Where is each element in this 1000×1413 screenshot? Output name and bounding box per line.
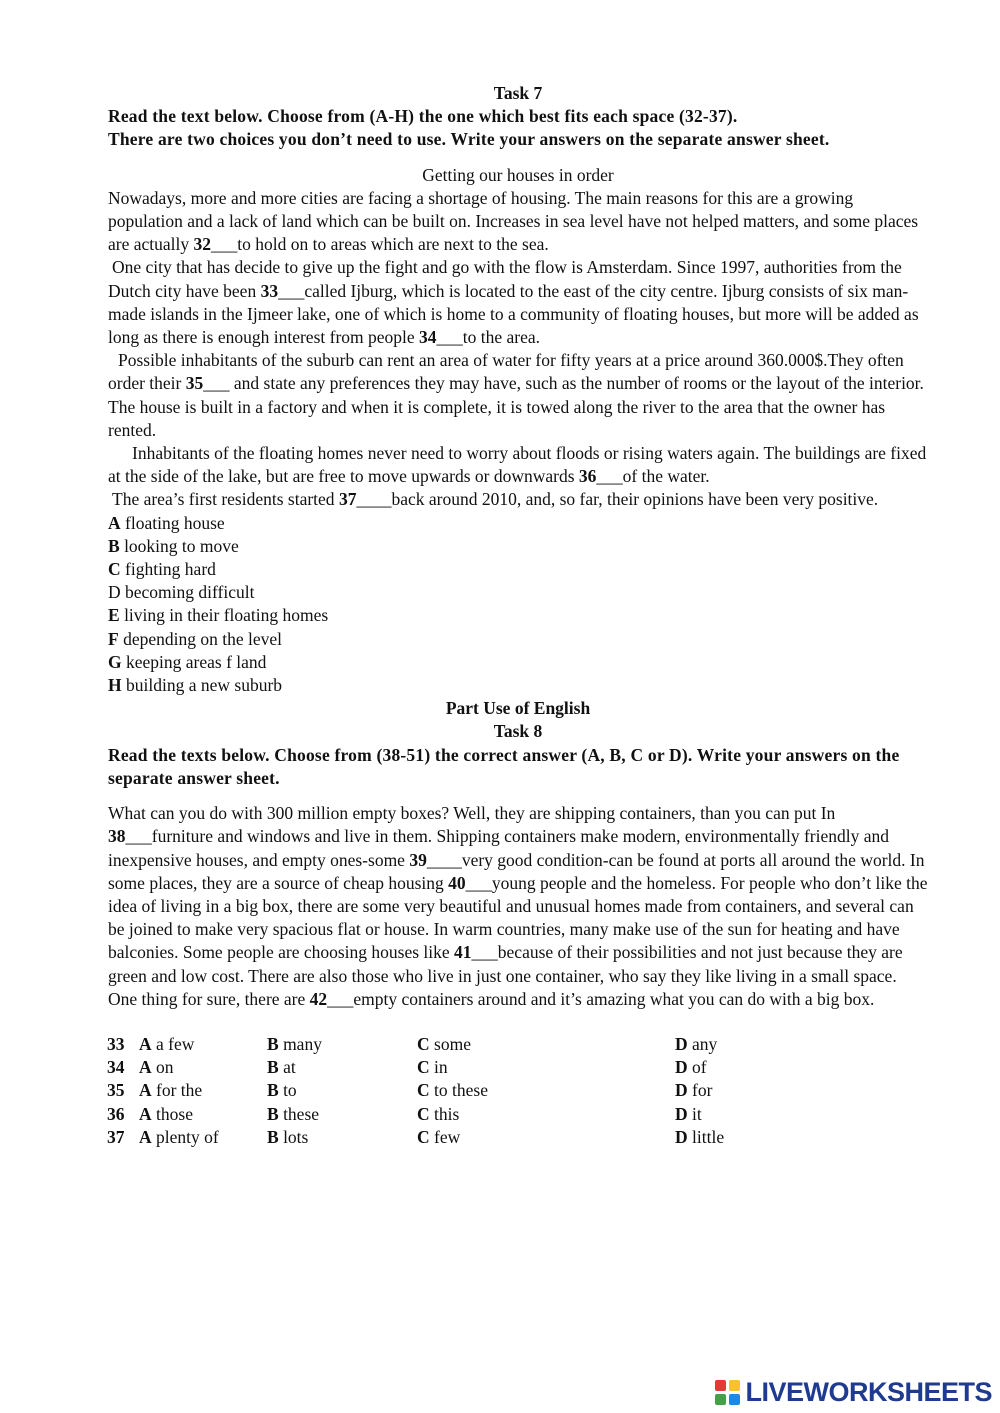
choice-d[interactable] (675, 1079, 795, 1102)
paragraph-3-text: Possible inhabitants of the suburb can rent an area of water for fifty years at a price around 360.000$.They often order their (108, 350, 904, 394)
choice-letter: A (139, 1080, 152, 1101)
paragraph-2-text-mid: ___called Ijburg, which is located to the east of the city centre. Ijburg consists of six man-made islands in the Ijmeer lake, one of which is home to a community of floating houses, but more will be added as long as there is enough interest from people (108, 280, 919, 348)
choice-letter: C (417, 1080, 430, 1101)
option-d[interactable] (108, 581, 928, 604)
choice-text: on (156, 1057, 174, 1078)
choice-letter: D (675, 1057, 688, 1078)
gap-35-number[interactable]: 35 (185, 373, 204, 394)
task7-instruction-1: Read the text below. Choose from (A-H) the one which best fits each space (32-37). (108, 106, 738, 127)
task8-text-part: ___empty containers around and it’s amazing what you can do with a big box. (327, 988, 875, 1009)
footer-brand (715, 1377, 992, 1409)
choice-d[interactable] (675, 1033, 795, 1056)
paragraph-1-text: Nowadays, more and more cities are facing a shortage of housing. The main reasons for this are a growing population and a lack of land which can be built on. Increases in sea level have not helped matters, and some places are actually (108, 187, 919, 255)
question-row (107, 1033, 795, 1056)
paragraph-3-text-end: ___ and state any preferences they may have, such as the number of rooms or the layout of the interior. The house is built in a factory and when it is complete, it is towed along the river to the area that the owner has rented. (108, 373, 924, 440)
choice-b[interactable] (267, 1056, 417, 1079)
task7-title: Task 7 (493, 83, 543, 103)
choice-text: few (434, 1126, 461, 1147)
gap-39-number[interactable]: 39 (409, 849, 427, 870)
choice-text: for (692, 1080, 713, 1101)
task7-instruction-2: There are two choices you don’t need to use. Write your answers on the separate answer sheet. (108, 129, 830, 150)
choice-c[interactable] (417, 1056, 675, 1079)
choice-letter: A (139, 1126, 152, 1147)
gap-34-number[interactable]: 34 (419, 327, 437, 348)
choice-c[interactable] (417, 1079, 675, 1102)
question-number: 33 (107, 1033, 125, 1054)
worksheet-page (108, 82, 928, 1149)
choice-letter: A (139, 1033, 152, 1054)
choice-text: for the (156, 1080, 203, 1101)
option-e[interactable] (108, 604, 928, 627)
liveworksheets-logo-icon (715, 1380, 741, 1406)
task8-text-part: ___furniture and windows and live in them. Shipping containers make modern, environmentally friendly and inexpensive houses, and empty ones-some (108, 826, 890, 870)
choice-b[interactable] (267, 1033, 417, 1056)
choice-d[interactable] (675, 1056, 795, 1079)
paragraph-2-text: One city that has decide to give up the fight and go with the flow is Amsterdam. Since 1997, authorities from the Dutch city have been (108, 257, 902, 301)
option-letter: B (108, 535, 120, 556)
option-letter: F (108, 628, 119, 649)
gap-41-number[interactable]: 41 (454, 942, 472, 963)
option-h[interactable] (108, 674, 928, 697)
brand-name: LIVEWORKSHEETS (745, 1377, 992, 1408)
choice-letter: C (417, 1057, 430, 1078)
gap-37-number[interactable]: 37 (338, 489, 357, 510)
gap-42-number[interactable]: 42 (309, 988, 328, 1009)
option-g[interactable] (108, 651, 928, 674)
question-number: 34 (107, 1057, 125, 1078)
choice-letter: C (417, 1103, 430, 1124)
choice-text: to these (434, 1080, 488, 1101)
choice-b[interactable] (267, 1079, 417, 1102)
choice-letter: C (417, 1033, 430, 1054)
paragraph-5-text-end: ____back around 2010, and, so far, their opinions have been very positive. (356, 489, 879, 510)
gap-36-number[interactable]: 36 (578, 466, 597, 487)
choice-letter: C (417, 1126, 430, 1147)
task8-instruction: Read the texts below. Choose from (38-51) the correct answer (A, B, C or D). Write your answers on the separate answer sheet. (108, 744, 900, 788)
choice-text: this (434, 1103, 460, 1124)
option-text: looking to move (119, 535, 239, 556)
spacer (108, 790, 928, 802)
paragraph-5 (108, 488, 928, 511)
paragraph-4-text: Inhabitants of the floating homes never need to worry about floods or rising waters again. The buildings are fixed at the side of the lake, but are free to move upwards or downwards (108, 443, 927, 487)
paragraph-3 (108, 349, 928, 442)
choice-text: these (283, 1103, 320, 1124)
choice-letter: D (675, 1033, 688, 1054)
question-row (107, 1126, 795, 1149)
choice-text: a few (156, 1033, 195, 1054)
option-letter: E (108, 605, 120, 626)
question-number: 37 (107, 1126, 125, 1147)
option-c[interactable] (108, 558, 928, 581)
choice-letter: B (267, 1103, 279, 1124)
task8-text-part: ___because of their possibilities and not just because they are green and low cost. There are also those who live in just one container, who say they like living in a small space. One thing for sure, there are (108, 942, 903, 1009)
choice-text: plenty of (156, 1126, 219, 1147)
option-text: building a new suburb (121, 675, 283, 696)
choice-a[interactable] (139, 1126, 267, 1149)
spacer (108, 152, 928, 164)
choice-letter: A (139, 1057, 152, 1078)
choice-a[interactable] (139, 1079, 267, 1102)
choice-text: those (156, 1103, 193, 1124)
option-letter: C (108, 559, 121, 580)
choice-letter: A (139, 1103, 152, 1124)
option-text: D becoming difficult (108, 582, 255, 603)
choice-d[interactable] (675, 1126, 795, 1149)
choice-letter: B (267, 1126, 279, 1147)
choice-a[interactable] (139, 1056, 267, 1079)
part-title: Part Use of English (445, 698, 591, 719)
gap-33-number[interactable]: 33 (260, 280, 279, 301)
choice-text: some (434, 1033, 471, 1054)
choice-letter: B (267, 1057, 279, 1078)
choice-c[interactable] (417, 1033, 675, 1056)
paragraph-4-text-end: ___of the water. (596, 466, 710, 487)
choice-text: of (692, 1057, 707, 1078)
choice-letter: D (675, 1103, 688, 1124)
gap-40-number[interactable]: 40 (448, 872, 466, 893)
task8-text-part: ____very good condition-can be found at ports all around the world. In some places, they are a source of cheap housing (108, 849, 925, 893)
choice-text: at (283, 1057, 296, 1078)
paragraph-4 (108, 442, 928, 488)
choice-c[interactable] (417, 1126, 675, 1149)
option-text: fighting hard (120, 559, 216, 580)
spacer (108, 1011, 928, 1033)
question-number: 36 (107, 1103, 125, 1124)
choice-letter: B (267, 1033, 279, 1054)
option-text: keeping areas f land (121, 651, 267, 672)
answer-choices-table (107, 1033, 795, 1149)
option-letter: H (108, 675, 122, 696)
choice-text: any (692, 1033, 718, 1054)
choice-letter: D (675, 1126, 688, 1147)
option-letter: G (108, 651, 122, 672)
choice-text: many (283, 1033, 322, 1054)
choice-d[interactable] (675, 1103, 795, 1126)
option-text: living in their floating homes (119, 605, 329, 626)
option-text: depending on the level (118, 628, 282, 649)
choice-text: to (283, 1080, 297, 1101)
option-a[interactable] (108, 512, 928, 535)
choice-c[interactable] (417, 1103, 675, 1126)
choice-a[interactable] (139, 1103, 267, 1126)
option-f[interactable] (108, 628, 928, 651)
gap-32-number[interactable]: 32 (193, 234, 212, 255)
task8-text-part: ___young people and the homeless. For people who don’t like the idea of living in a big box, there are some very beautiful and unusual homes made from containers, and several can be joined to make very spacious flat or house. In warm countries, many make use of the sun for heating and have balconies. Some people are choosing houses like (108, 872, 928, 963)
task8-text-part: What can you do with 300 million empty boxes? Well, they are shipping containers, than you can put In (108, 803, 836, 824)
choice-letter: D (675, 1080, 688, 1101)
choice-text: little (692, 1126, 725, 1147)
paragraph-5-text: The area’s first residents started (112, 489, 339, 510)
gap-38-number[interactable]: 38 (108, 826, 126, 847)
question-row (107, 1056, 795, 1079)
option-letter: A (108, 512, 121, 533)
task8-title: Task 8 (493, 721, 543, 742)
choice-text: it (692, 1103, 702, 1124)
choice-a[interactable] (139, 1033, 267, 1056)
paragraph-2 (108, 256, 928, 349)
question-number: 35 (107, 1080, 125, 1101)
paragraph-1 (108, 187, 928, 257)
choice-text: lots (283, 1126, 309, 1147)
question-row (107, 1103, 795, 1126)
text-title: Getting our houses in order (422, 164, 614, 185)
option-text: floating house (120, 512, 225, 533)
choice-text: in (434, 1057, 448, 1078)
paragraph-2-text-end: ___to the area. (436, 327, 541, 348)
choice-letter: B (267, 1080, 279, 1101)
question-row (107, 1079, 795, 1102)
paragraph-1-text-end: ___to hold on to areas which are next to the sea. (211, 234, 549, 255)
option-b[interactable] (108, 535, 928, 558)
task7-options (108, 512, 928, 698)
choice-b[interactable] (267, 1103, 417, 1126)
choice-b[interactable] (267, 1126, 417, 1149)
task8-text (108, 802, 928, 1011)
